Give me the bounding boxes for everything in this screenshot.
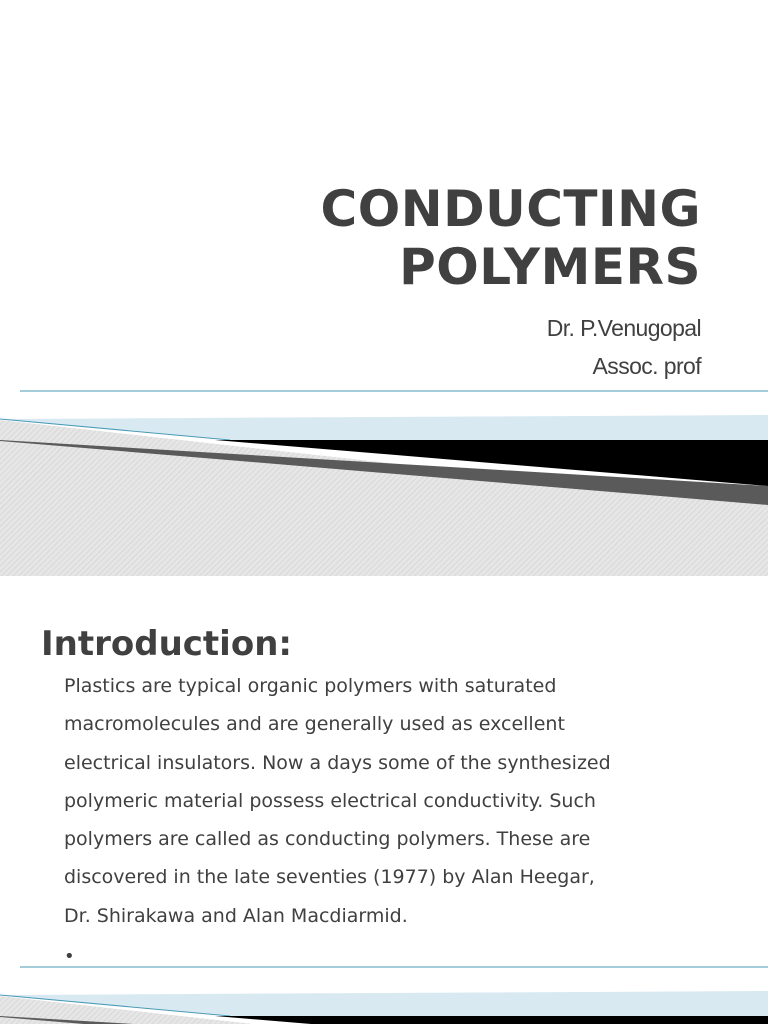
empty-bullet: •: [64, 946, 75, 967]
body-line: Plastics are typical organic polymers with saturated: [64, 675, 557, 697]
title-line-2: POLYMERS: [399, 238, 701, 296]
black-wedge: [215, 1016, 768, 1024]
body-paragraph: [64, 667, 704, 935]
author-position: Assoc. prof: [592, 353, 701, 379]
title-line-1: CONDUCTING: [320, 180, 701, 238]
body-line: polymeric material possess electrical conductivity. Such: [64, 789, 596, 812]
slide-title: [321, 180, 701, 296]
section-heading: Introduction:: [41, 624, 292, 664]
slide-subtitle: [547, 309, 701, 385]
body-line: polymers are called as conducting polymers. These are: [64, 828, 591, 851]
body-line: Dr. Shirakawa and Alan Macdiarmid.: [64, 904, 408, 927]
body-line: discovered in the late seventies (1977) by Alan Heegar,: [64, 866, 595, 889]
content-slide: [0, 576, 768, 1024]
body-line: electrical insulators. Now a days some of the synthesized: [64, 751, 611, 774]
author-name: Dr. P.Venugopal: [546, 315, 701, 341]
body-line: macromolecules and are generally used as excellent: [64, 713, 565, 736]
